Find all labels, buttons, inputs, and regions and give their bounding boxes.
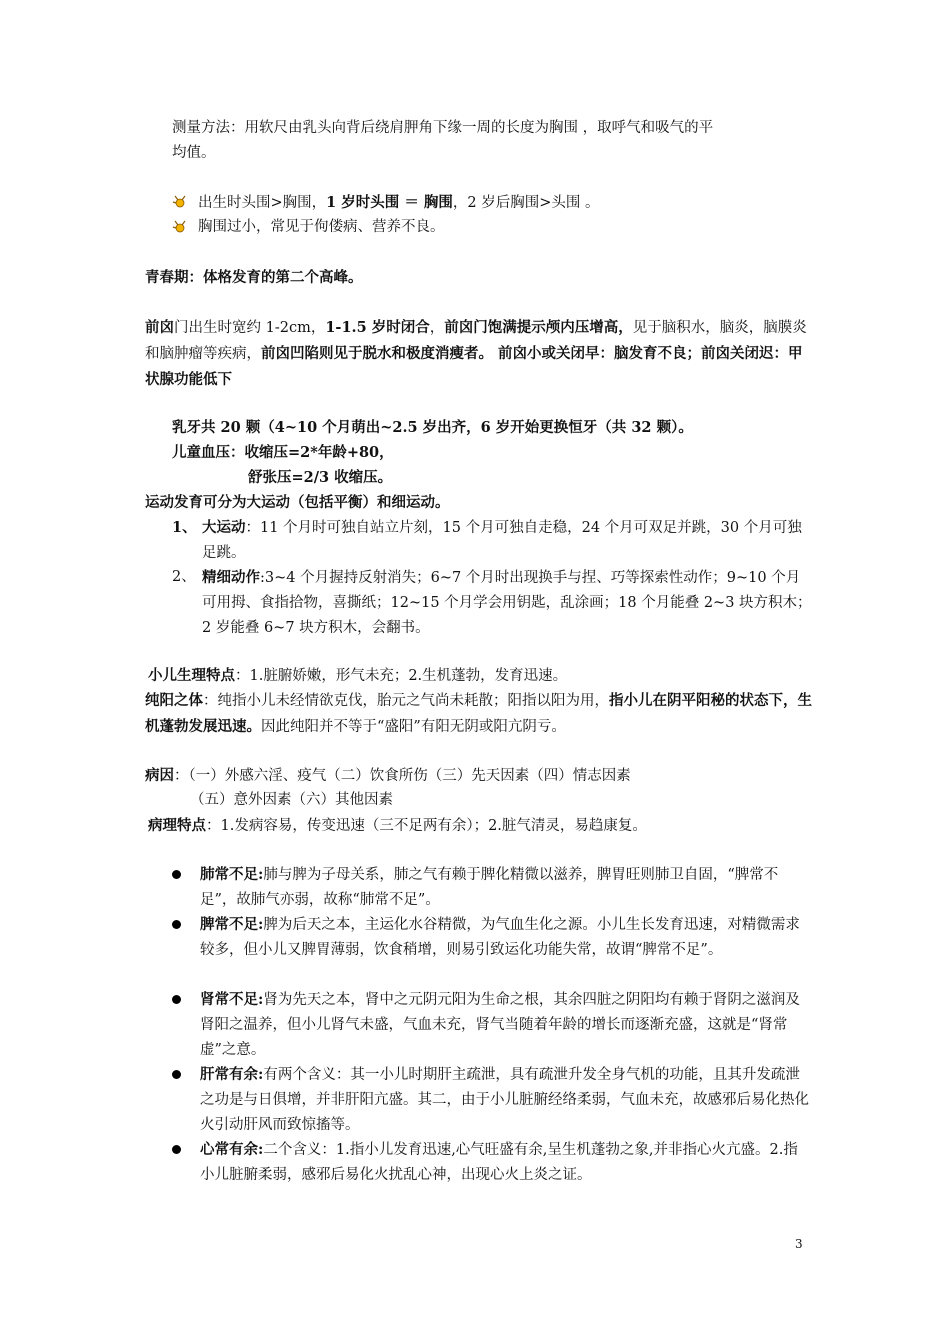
- organ-label: 肝常有余:: [200, 1066, 264, 1083]
- fontanel-bold: 前囟门饱满提示颅内压增高，: [444, 319, 633, 336]
- cause-label: 病因: [145, 767, 174, 784]
- organ-label: 肾常不足:: [200, 991, 264, 1008]
- fontanel-text: 门出生时宽约 1-2cm，: [174, 320, 326, 336]
- physio-paragraph: [148, 663, 816, 689]
- sun-bullet-icon: [172, 195, 188, 209]
- bullet-dot-icon: [172, 1145, 181, 1154]
- organ-text: 肾为先天之本，肾中之元阴元阳为生命之根，其余四脏之阴阳均有赖于肾阴之滋润及肾阳之温养，但小儿肾气未盛，气血未充，肾气当随着年龄的增长而逐渐充盛，这就是“肾常虚”之意。: [200, 992, 800, 1058]
- organ-text: 有两个含义：其一小儿时期肝主疏泄，具有疏泄升发全身气机的功能，且其升发疏泄之功是与日俱增，并非肝阳亢盛。其二，由于小儿脏腑经络柔弱，气血未充，故感邪后易化热化火引动肝风而致惊搐等。: [200, 1067, 809, 1133]
- bullet-text: ，2 岁后胸围>头围 。: [452, 195, 600, 211]
- physio-text: ：1.脏腑娇嫩，形气未充；2.生机蓬勃，发育迅速。: [235, 668, 568, 684]
- cause-paragraph: [145, 763, 813, 789]
- teeth-line: 乳牙共 20 颗（4~10 个月萌出~2.5 岁出齐，6 岁开始更换恒牙（共 32 颗）。: [172, 419, 693, 436]
- motor-item: [172, 565, 812, 641]
- organ-text: 脾为后天之本，主运化水谷精微，为气血生化之源。小儿生长发育迅速，对精微需求较多，但小儿又脾胃薄弱，饮食稍增，则易引致运化功能失常，故谓“脾常不足”。: [200, 917, 800, 958]
- item-text: ：11 个月时可独自站立片刻，15 个月可独自走稳，24 个月可双足并跳，30 个月可独足跳。: [202, 520, 802, 561]
- bullet-dot-icon: [172, 920, 181, 929]
- organ-item: [172, 912, 812, 963]
- yang-paragraph: [145, 688, 813, 740]
- organ-item: [172, 987, 812, 1063]
- yang-label: 纯阳之体: [145, 692, 203, 709]
- bullet-text: 胸围过小，常见于佝偻病、营养不良。: [198, 219, 445, 235]
- item-label: 大运动: [202, 519, 246, 536]
- bullet-dot-icon: [172, 1070, 181, 1079]
- bullet-bold-text: 1 岁时头围 ＝ 胸围: [326, 194, 453, 211]
- item-text: :3~4 个月握持反射消失；6~7 个月时出现换手与捏、巧等探索性动作；9~10 个月可用拇、食指拾物，喜撕纸；12~15 个月学会用钥匙，乱涂画；18 个月能叠 2~3 块方积木；2 岁能叠 6~7 块方积木，会翻书。: [202, 570, 812, 636]
- organ-label: 肺常不足:: [200, 866, 264, 883]
- organ-text: 肺与脾为子母关系，肺之气有赖于脾化精微以滋养，脾胃旺则肺卫自固，“脾常不足”，故肺气亦弱，故称“肺常不足”。: [200, 867, 779, 908]
- motor-heading: 运动发育可分为大运动（包括平衡）和细运动。: [145, 494, 450, 511]
- item-number: 1、: [172, 519, 197, 536]
- yang-text: ：纯指小儿未经情欲克伐，胎元之气尚未耗散；阳指以阳为用，: [203, 693, 609, 709]
- page-number: 3: [795, 1237, 803, 1251]
- organ-item: [172, 862, 812, 913]
- yang-text: 因此纯阳并不等于“盛阳”有阳无阴或阳亢阴亏。: [261, 719, 566, 735]
- organ-label: 脾常不足:: [200, 916, 264, 933]
- fontanel-text: 见于脑积水，脑炎，脑膜炎和脑肿瘤等疾病，: [145, 320, 807, 362]
- bullet-dot-icon: [172, 870, 181, 879]
- fontanel-text: ，: [429, 320, 445, 336]
- yang-bold: 指小儿在阴平阳秘的状态下，生机蓬勃发展迅速。: [145, 692, 812, 735]
- item-label: 精细动作: [202, 569, 260, 586]
- physio-label: 小儿生理特点: [148, 667, 235, 684]
- fontanel-paragraph: [145, 315, 813, 393]
- patho-paragraph: [148, 813, 816, 839]
- cause-text: ：（一）外感六淫、疫气（二）饮食所伤（三）先天因素（四）情志因素: [174, 768, 631, 784]
- patho-label: 病理特点: [148, 817, 206, 834]
- item-number: 2、: [172, 569, 196, 585]
- fontanel-bold: 1-1.5 岁时闭合: [325, 319, 430, 336]
- measure-paragraph: [172, 116, 812, 166]
- bullet-item: [172, 215, 812, 240]
- bp-line: 舒张压=2/3 收缩压。: [248, 469, 393, 486]
- fontanel-term: 前囟: [145, 319, 174, 336]
- fontanel-bold: 前囟凹陷则见于脱水和极度消瘦者。 前囟小或关闭早：脑发育不良；前囟关闭迟：甲状腺功能低下: [145, 345, 803, 388]
- bullet-text: 出生时头围>胸围，: [198, 195, 327, 211]
- patho-text: ：1.发病容易，传变迅速（三不足两有余）；2.脏气清灵，易趋康复。: [206, 818, 647, 834]
- bullet-dot-icon: [172, 995, 181, 1004]
- organ-label: 心常有余:: [200, 1141, 264, 1158]
- measure-line: 均值。: [172, 145, 216, 161]
- organ-text: 二个含义：1.指小儿发育迅速,心气旺盛有余,呈生机蓬勃之象,并非指心火亢盛。2.指小儿脏腑柔弱，感邪后易化火扰乱心神，出现心火上炎之证。: [200, 1142, 798, 1183]
- measure-line: 测量方法：用软尺由乳头向背后绕肩胛角下缘一周的长度为胸围 ，取呼气和吸气的平: [172, 120, 714, 136]
- organ-item: [172, 1137, 812, 1188]
- puberty-heading: 青春期：体格发育的第二个高峰。: [145, 269, 363, 286]
- sun-bullet-icon: [172, 220, 188, 234]
- organ-item: [172, 1062, 812, 1138]
- motor-item: [172, 515, 812, 566]
- bullet-item: [172, 190, 812, 216]
- cause-line2: （五）意外因素（六）其他因素: [190, 792, 393, 808]
- bp-line: 儿童血压：收缩压=2*年龄+80，: [172, 444, 394, 461]
